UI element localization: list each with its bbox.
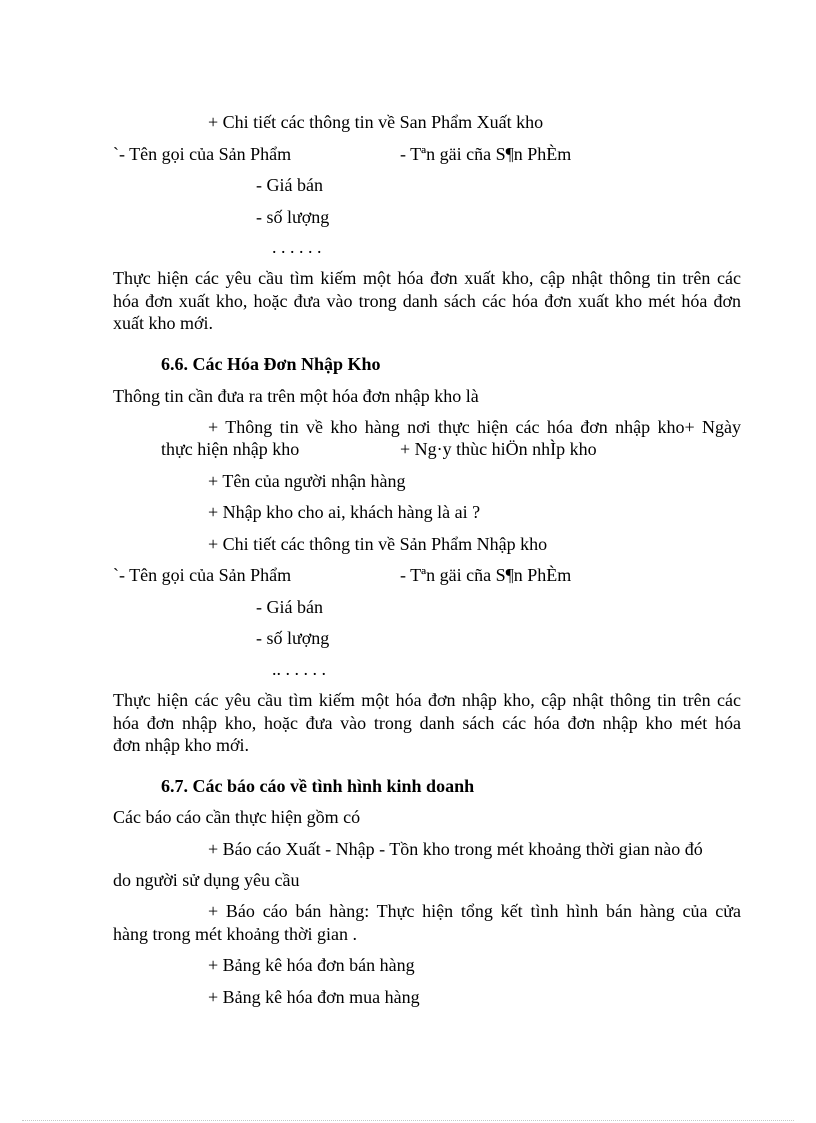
import-paragraph-line: đơn nhập kho mới. [113, 735, 250, 755]
import-detail-header: + Chi tiết các thông tin về Sản Phẩm Nhập kho [208, 534, 548, 554]
import-paragraph-line: hóa đơn nhập kho, hoặc đưa vào trong danh sách các hóa đơn nhập kho mét hóa [113, 712, 741, 733]
section-67-heading: 6.7. Các báo cáo về tình hình kinh doanh [161, 776, 475, 796]
export-price: - Giá bán [256, 175, 323, 195]
import-paragraph-line: Thực hiện các yêu cầu tìm kiếm một hóa đơn nhập kho, cập nhật thông tin trên các [113, 690, 741, 710]
report-2-line: + Báo cáo bán hàng: Thực hiện tổng kết tình hình bán hàng của cửa [208, 901, 741, 921]
warehouse-info [161, 416, 741, 439]
import-product-name: `- Tên gọi của Sản Phẩm [113, 565, 292, 585]
sales-list-line: + Bảng kê hóa đơn bán hàng [208, 955, 415, 975]
export-ellipsis: . . . . . . [272, 237, 322, 257]
report-1-line1: + Báo cáo Xuất - Nhập - Tồn kho trong mét khoảng thời gian nào đó [208, 839, 703, 859]
import-price: - Giá bán [256, 597, 323, 617]
export-paragraph [113, 267, 741, 335]
export-paragraph-line: hóa đơn xuất kho, hoặc đưa vào trong danh sách các hóa đơn xuất kho mét hóa đơn [113, 290, 741, 311]
section-66-heading: 6.6. Các Hóa Đơn Nhập Kho [161, 354, 381, 374]
report-1-line2: do người sử dụng yêu cầu [113, 870, 300, 890]
section-66-intro: Thông tin cần đưa ra trên một hóa đơn nhập kho là [113, 386, 479, 406]
section-67-intro: Các báo cáo cần thực hiện gồm có [113, 807, 361, 827]
page-bottom-rule [22, 1120, 794, 1121]
warehouse-info-line2a: thực hiện nhập kho [161, 439, 300, 459]
export-product-name-garbled: - Tªn gäi cña S¶n PhÈm [400, 144, 572, 164]
warehouse-info-line: + Thông tin về kho hàng nơi thực hiện các hóa đơn nhập kho+ Ngày [208, 417, 741, 437]
export-quantity: - số lượng [256, 207, 330, 227]
export-product-name: `- Tên gọi của Sản Phẩm [113, 144, 292, 164]
export-paragraph-line: Thực hiện các yêu cầu tìm kiếm một hóa đơn xuất kho, cập nhật thông tin trên các [113, 268, 741, 288]
import-paragraph [113, 689, 741, 757]
customer-line: + Nhập kho cho ai, khách hàng là ai ? [208, 502, 481, 522]
receiver-line: + Tên của người nhận hàng [208, 471, 406, 491]
export-paragraph-line: xuất kho mới. [113, 313, 214, 333]
export-detail-header: + Chi tiết các thông tin về San Phẩm Xuất kho [208, 112, 544, 132]
import-quantity: - số lượng [256, 628, 330, 648]
report-2 [113, 900, 741, 945]
import-ellipsis: .. . . . . . [272, 659, 326, 679]
warehouse-info-line2b: + Ng·y thùc hiÖn nhÌp kho [400, 439, 597, 459]
report-2-line: hàng trong mét khoảng thời gian . [113, 923, 357, 944]
purchase-list-line: + Bảng kê hóa đơn mua hàng [208, 987, 420, 1007]
import-product-name-garbled: - Tªn gäi cña S¶n PhÈm [400, 565, 572, 585]
